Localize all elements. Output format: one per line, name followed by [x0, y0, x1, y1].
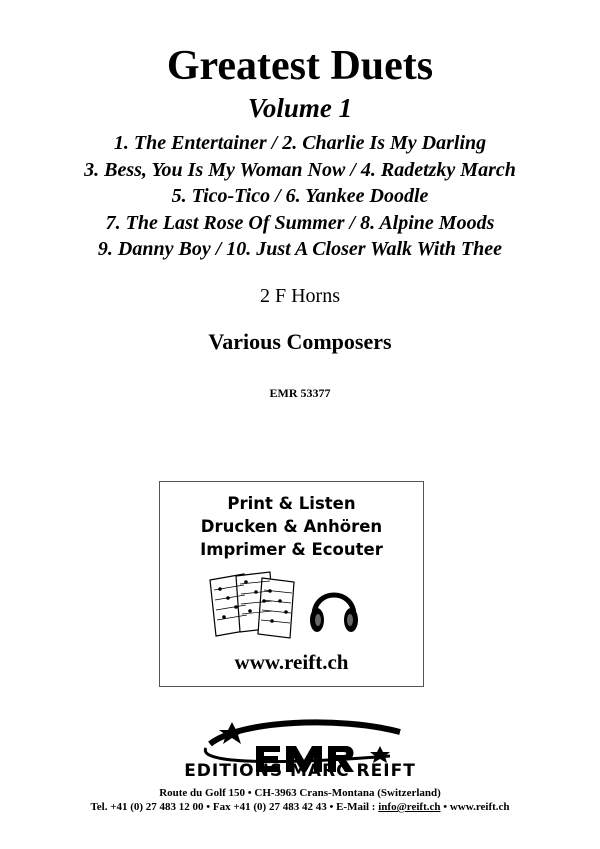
catalog-number: EMR 53377: [269, 386, 331, 400]
track-line: 1. The Entertainer / 2. Charlie Is My Darling: [113, 132, 487, 154]
track-line: 5. Tico-Tico / 6. Yankee Doodle: [171, 185, 429, 207]
publisher-contact: [0, 800, 600, 814]
contact-text: Tel. +41 (0) 27 483 12 00 • Fax +41 (0) 27 483 42 43 • E-Mail :: [90, 801, 379, 813]
track-line: 3. Bess, You Is My Woman Now / 4. Radetzky March: [84, 158, 516, 181]
email-link[interactable]: info@reift.ch: [378, 801, 441, 813]
instrumentation: 2 F Horns: [259, 285, 340, 307]
print-listen-box: [159, 481, 424, 687]
headphones-icon: [306, 578, 362, 638]
track-list: [0, 130, 600, 263]
publisher-name: EDITIONS MARC REIFT: [184, 761, 416, 781]
promo-line: Print & Listen: [227, 494, 356, 513]
contact-website[interactable]: • www.reift.ch: [440, 801, 510, 813]
cover-title: Greatest Duets: [166, 43, 434, 89]
promo-line: Drucken & Anhören: [200, 517, 383, 536]
track-line: 7. The Last Rose Of Summer / 8. Alpine Moods: [105, 211, 495, 234]
sheet-music-icon: [206, 570, 302, 640]
track-line: 9. Danny Boy / 10. Just A Closer Walk With Thee: [97, 238, 503, 260]
publisher-address: Route du Golf 150 • CH-3963 Crans-Montana (Switzerland): [159, 787, 441, 799]
volume-subtitle: Volume 1: [247, 93, 353, 123]
promo-url-link[interactable]: www.reift.ch: [234, 650, 349, 674]
promo-line: Imprimer & Ecouter: [200, 540, 383, 559]
composer: Various Composers: [208, 329, 392, 354]
